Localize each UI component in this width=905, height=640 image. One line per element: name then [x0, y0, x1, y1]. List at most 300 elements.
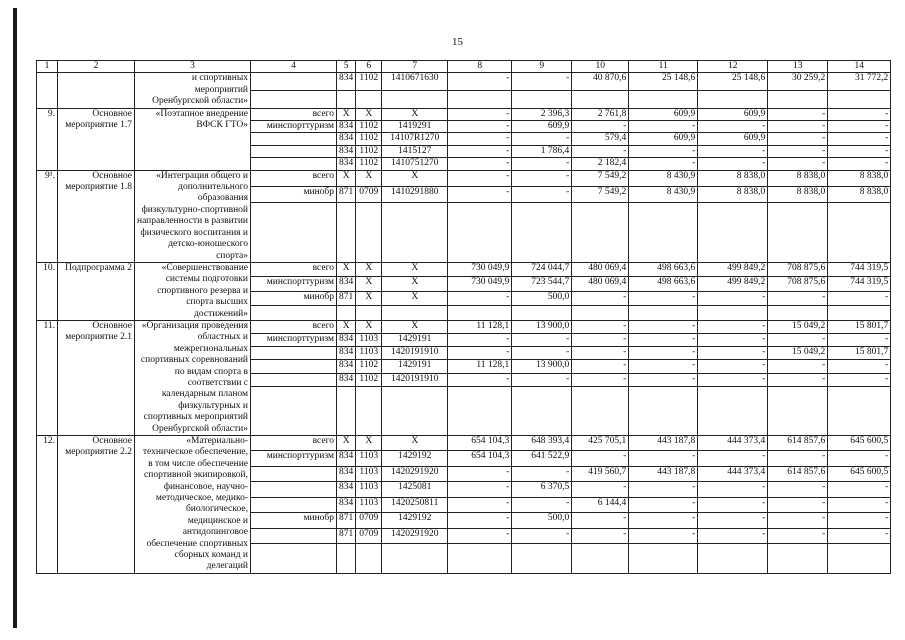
empty-cell — [251, 232, 337, 247]
value-cell: 609,9 — [629, 133, 698, 145]
code-cell: X — [356, 108, 382, 120]
executor-cell — [251, 73, 337, 91]
activity-name — [58, 73, 135, 108]
value-cell: - — [768, 513, 828, 528]
code-cell: 834 — [337, 133, 356, 145]
code-cell: 871 — [337, 513, 356, 528]
value-cell: - — [768, 334, 828, 347]
value-cell: - — [828, 133, 891, 145]
empty-cell — [768, 232, 828, 247]
value-cell: - — [448, 528, 512, 543]
value-cell: - — [629, 320, 698, 333]
code-cell: 0709 — [356, 513, 382, 528]
value-cell: 444 373,4 — [698, 466, 768, 481]
empty-cell — [251, 399, 337, 411]
empty-cell — [382, 386, 448, 399]
code-cell: X — [337, 436, 356, 451]
empty-cell — [572, 91, 629, 109]
empty-cell — [512, 558, 572, 573]
value-cell: - — [698, 291, 768, 306]
value-cell: - — [448, 108, 512, 120]
empty-cell — [629, 91, 698, 109]
value-cell: - — [572, 347, 629, 360]
value-cell: - — [629, 121, 698, 133]
value-cell: - — [828, 108, 891, 120]
empty-cell — [572, 399, 629, 411]
code-cell: X — [382, 320, 448, 333]
value-cell: - — [629, 334, 698, 347]
empty-cell — [828, 411, 891, 423]
empty-cell — [629, 218, 698, 233]
empty-cell — [828, 544, 891, 559]
empty-cell — [251, 558, 337, 573]
activity-name: Основное мероприятие 1.7 — [58, 108, 135, 170]
row-number: 10. — [37, 262, 58, 320]
code-cell: 834 — [337, 466, 356, 481]
code-cell: X — [382, 262, 448, 277]
code-cell: 1102 — [356, 121, 382, 133]
value-cell: - — [698, 528, 768, 543]
value-cell: - — [698, 347, 768, 360]
value-cell: 8 430,9 — [629, 170, 698, 186]
value-cell: 579,4 — [572, 133, 629, 145]
value-cell: 609,9 — [512, 121, 572, 133]
value-cell: - — [828, 482, 891, 497]
column-header: 11 — [629, 61, 698, 73]
empty-cell — [251, 306, 337, 321]
code-cell: 1410291880 — [382, 186, 448, 202]
value-cell: 15 049,2 — [768, 320, 828, 333]
code-cell: 1420291920 — [382, 466, 448, 481]
code-cell: 1420191910 — [382, 347, 448, 360]
code-cell: X — [356, 436, 382, 451]
code-cell: 14107R1270 — [382, 133, 448, 145]
empty-cell — [382, 247, 448, 262]
value-cell: - — [448, 145, 512, 157]
value-cell: - — [629, 451, 698, 466]
table-row — [37, 436, 891, 451]
empty-cell — [512, 91, 572, 109]
value-cell: - — [512, 170, 572, 186]
value-cell: - — [629, 158, 698, 170]
empty-cell — [828, 218, 891, 233]
empty-cell — [356, 218, 382, 233]
value-cell: 498 663,6 — [629, 262, 698, 277]
code-cell: X — [356, 262, 382, 277]
activity-description: «Совершенствование системы подготовки спортивного резерва и спорта высших достижений» — [135, 262, 251, 320]
table-row — [37, 320, 891, 333]
value-cell: - — [572, 121, 629, 133]
code-cell: 1410751270 — [382, 158, 448, 170]
code-cell: 1419291 — [382, 121, 448, 133]
column-header: 1 — [37, 61, 58, 73]
code-cell: 834 — [337, 145, 356, 157]
activity-description: и спортивных мероприятий Оренбургской области» — [135, 73, 251, 108]
empty-cell — [629, 306, 698, 321]
empty-cell — [448, 399, 512, 411]
value-cell: - — [512, 158, 572, 170]
empty-cell — [356, 411, 382, 423]
row-number — [37, 73, 58, 108]
empty-cell — [629, 544, 698, 559]
empty-cell — [629, 423, 698, 436]
empty-cell — [828, 202, 891, 217]
empty-cell — [356, 544, 382, 559]
column-header: 3 — [135, 61, 251, 73]
empty-cell — [337, 218, 356, 233]
code-cell: 1420250811 — [382, 497, 448, 512]
value-cell: - — [572, 360, 629, 373]
code-cell: X — [356, 291, 382, 306]
code-cell: 0709 — [356, 186, 382, 202]
value-cell: - — [768, 497, 828, 512]
value-cell: 723 544,7 — [512, 277, 572, 292]
empty-cell — [356, 202, 382, 217]
code-cell: 1102 — [356, 73, 382, 91]
empty-cell — [828, 558, 891, 573]
empty-cell — [382, 558, 448, 573]
empty-cell — [337, 558, 356, 573]
empty-cell — [382, 306, 448, 321]
table-row — [37, 170, 891, 186]
empty-cell — [828, 91, 891, 109]
value-cell: 1 786,4 — [512, 145, 572, 157]
value-cell: 13 900,0 — [512, 360, 572, 373]
code-cell: 1103 — [356, 334, 382, 347]
activity-name: Подпрограмма 2 — [58, 262, 135, 320]
empty-cell — [382, 423, 448, 436]
value-cell: 708 875,6 — [768, 262, 828, 277]
value-cell: - — [768, 133, 828, 145]
empty-cell — [698, 386, 768, 399]
empty-cell — [356, 386, 382, 399]
empty-cell — [768, 399, 828, 411]
code-cell: 1102 — [356, 158, 382, 170]
value-cell: - — [448, 73, 512, 91]
value-cell: 425 705,1 — [572, 436, 629, 451]
value-cell: - — [629, 145, 698, 157]
empty-cell — [337, 306, 356, 321]
value-cell: - — [629, 360, 698, 373]
value-cell: 498 663,6 — [629, 277, 698, 292]
empty-cell — [337, 91, 356, 109]
empty-cell — [382, 544, 448, 559]
value-cell: - — [448, 347, 512, 360]
empty-cell — [768, 386, 828, 399]
column-header: 10 — [572, 61, 629, 73]
value-cell: 15 049,2 — [768, 347, 828, 360]
empty-cell — [629, 247, 698, 262]
value-cell: 25 148,6 — [629, 73, 698, 91]
value-cell: - — [572, 373, 629, 386]
code-cell: X — [356, 170, 382, 186]
value-cell: - — [768, 451, 828, 466]
empty-cell — [251, 91, 337, 109]
code-cell: X — [337, 108, 356, 120]
code-cell: 1102 — [356, 133, 382, 145]
empty-cell — [698, 218, 768, 233]
value-cell: - — [448, 291, 512, 306]
value-cell: 500,0 — [512, 291, 572, 306]
value-cell: - — [768, 482, 828, 497]
empty-cell — [448, 218, 512, 233]
executor-cell: всего — [251, 320, 337, 333]
value-cell: - — [768, 145, 828, 157]
executor-cell: всего — [251, 108, 337, 120]
code-cell: 1102 — [356, 360, 382, 373]
empty-cell — [382, 232, 448, 247]
value-cell: 7 549,2 — [572, 170, 629, 186]
value-cell: - — [512, 334, 572, 347]
scan-edge-bar — [13, 8, 17, 628]
code-cell: X — [337, 170, 356, 186]
empty-cell — [629, 386, 698, 399]
value-cell: 8 838,0 — [828, 170, 891, 186]
empty-cell — [698, 399, 768, 411]
empty-cell — [698, 91, 768, 109]
value-cell: - — [572, 334, 629, 347]
value-cell: - — [828, 528, 891, 543]
column-header: 14 — [828, 61, 891, 73]
value-cell: - — [629, 482, 698, 497]
empty-cell — [448, 411, 512, 423]
empty-cell — [251, 386, 337, 399]
code-cell: 1102 — [356, 145, 382, 157]
value-cell: 645 600,5 — [828, 466, 891, 481]
value-cell: 609,9 — [698, 108, 768, 120]
code-cell: 0709 — [356, 528, 382, 543]
column-header: 13 — [768, 61, 828, 73]
value-cell: - — [698, 513, 768, 528]
value-cell: 654 104,3 — [448, 451, 512, 466]
value-cell: 614 857,6 — [768, 436, 828, 451]
empty-cell — [629, 232, 698, 247]
executor-cell: всего — [251, 436, 337, 451]
empty-cell — [251, 411, 337, 423]
code-cell: 1410671630 — [382, 73, 448, 91]
executor-cell — [251, 482, 337, 497]
empty-cell — [572, 411, 629, 423]
table-row — [37, 108, 891, 120]
empty-cell — [251, 544, 337, 559]
value-cell: 2 182,4 — [572, 158, 629, 170]
empty-cell — [572, 558, 629, 573]
value-cell: - — [448, 334, 512, 347]
executor-cell: минспорттуризм — [251, 451, 337, 466]
empty-cell — [768, 218, 828, 233]
value-cell: - — [698, 482, 768, 497]
empty-cell — [251, 218, 337, 233]
code-cell: 1103 — [356, 451, 382, 466]
empty-cell — [512, 411, 572, 423]
value-cell: 31 772,2 — [828, 73, 891, 91]
value-cell: 40 870,6 — [572, 73, 629, 91]
empty-cell — [698, 232, 768, 247]
value-cell: 6 144,4 — [572, 497, 629, 512]
empty-cell — [768, 558, 828, 573]
value-cell: - — [828, 360, 891, 373]
empty-cell — [828, 247, 891, 262]
executor-cell — [251, 497, 337, 512]
empty-cell — [698, 423, 768, 436]
value-cell: 730 049,9 — [448, 262, 512, 277]
code-cell: 1103 — [356, 347, 382, 360]
value-cell: - — [572, 145, 629, 157]
executor-cell: минспорттуризм — [251, 334, 337, 347]
executor-cell — [251, 528, 337, 543]
executor-cell: минобр — [251, 186, 337, 202]
value-cell: 614 857,6 — [768, 466, 828, 481]
value-cell: - — [512, 373, 572, 386]
code-cell: 834 — [337, 121, 356, 133]
empty-cell — [698, 558, 768, 573]
empty-cell — [572, 544, 629, 559]
empty-cell — [337, 399, 356, 411]
row-number: 12. — [37, 436, 58, 574]
value-cell: - — [828, 291, 891, 306]
value-cell: - — [512, 466, 572, 481]
empty-cell — [698, 544, 768, 559]
value-cell: - — [448, 186, 512, 202]
empty-cell — [828, 232, 891, 247]
empty-cell — [572, 386, 629, 399]
value-cell: - — [572, 291, 629, 306]
code-cell: 1429192 — [382, 513, 448, 528]
code-cell: 834 — [337, 451, 356, 466]
value-cell: - — [698, 158, 768, 170]
empty-cell — [337, 544, 356, 559]
value-cell: - — [512, 73, 572, 91]
value-cell: - — [828, 373, 891, 386]
code-cell: 1102 — [356, 373, 382, 386]
value-cell: 13 900,0 — [512, 320, 572, 333]
empty-cell — [512, 423, 572, 436]
value-cell: - — [572, 482, 629, 497]
empty-cell — [448, 306, 512, 321]
empty-cell — [337, 202, 356, 217]
code-cell: 834 — [337, 277, 356, 292]
empty-cell — [337, 411, 356, 423]
column-header: 12 — [698, 61, 768, 73]
empty-cell — [251, 202, 337, 217]
code-cell: X — [337, 262, 356, 277]
empty-cell — [448, 423, 512, 436]
empty-cell — [356, 91, 382, 109]
value-cell: - — [512, 133, 572, 145]
empty-cell — [828, 386, 891, 399]
executor-cell — [251, 466, 337, 481]
code-cell: 871 — [337, 528, 356, 543]
value-cell: - — [828, 497, 891, 512]
code-cell: 1420291920 — [382, 528, 448, 543]
executor-cell — [251, 347, 337, 360]
activity-name: Основное мероприятие 1.8 — [58, 170, 135, 262]
empty-cell — [572, 247, 629, 262]
value-cell: - — [512, 347, 572, 360]
empty-cell — [448, 544, 512, 559]
value-cell: - — [698, 451, 768, 466]
empty-cell — [629, 202, 698, 217]
code-cell: X — [356, 320, 382, 333]
value-cell: - — [698, 373, 768, 386]
value-cell: 11 128,1 — [448, 320, 512, 333]
code-cell: X — [382, 436, 448, 451]
value-cell: - — [768, 121, 828, 133]
value-cell: 15 801,7 — [828, 320, 891, 333]
value-cell: 499 849,2 — [698, 262, 768, 277]
executor-cell: всего — [251, 170, 337, 186]
value-cell: 499 849,2 — [698, 277, 768, 292]
empty-cell — [382, 218, 448, 233]
value-cell: - — [629, 373, 698, 386]
value-cell: - — [768, 360, 828, 373]
executor-cell — [251, 373, 337, 386]
empty-cell — [629, 399, 698, 411]
value-cell: - — [768, 108, 828, 120]
empty-cell — [382, 91, 448, 109]
value-cell: - — [698, 497, 768, 512]
empty-cell — [768, 306, 828, 321]
value-cell: 744 319,5 — [828, 262, 891, 277]
empty-cell — [572, 218, 629, 233]
value-cell: - — [828, 513, 891, 528]
code-cell: 1103 — [356, 482, 382, 497]
value-cell: 8 838,0 — [698, 170, 768, 186]
empty-cell — [337, 247, 356, 262]
value-cell: 724 044,7 — [512, 262, 572, 277]
code-cell: 834 — [337, 373, 356, 386]
value-cell: 2 396,3 — [512, 108, 572, 120]
value-cell: - — [572, 320, 629, 333]
code-cell: X — [382, 108, 448, 120]
executor-cell: минспорттуризм — [251, 277, 337, 292]
value-cell: 443 187,8 — [629, 436, 698, 451]
empty-cell — [768, 423, 828, 436]
value-cell: 708 875,6 — [768, 277, 828, 292]
code-cell: 1429191 — [382, 360, 448, 373]
value-cell: - — [448, 158, 512, 170]
value-cell: - — [572, 528, 629, 543]
activity-description: «Поэтапное внедрение ВФСК ГТО» — [135, 108, 251, 170]
value-cell: - — [629, 347, 698, 360]
empty-cell — [448, 558, 512, 573]
code-cell: 1420191910 — [382, 373, 448, 386]
code-cell: 1103 — [356, 466, 382, 481]
empty-cell — [768, 544, 828, 559]
empty-cell — [251, 423, 337, 436]
value-cell: - — [448, 170, 512, 186]
value-cell: - — [698, 360, 768, 373]
empty-cell — [448, 247, 512, 262]
empty-cell — [512, 399, 572, 411]
code-cell: 834 — [337, 360, 356, 373]
code-cell: X — [382, 277, 448, 292]
empty-cell — [382, 202, 448, 217]
budget-table — [36, 60, 891, 574]
value-cell: - — [629, 528, 698, 543]
value-cell: 609,9 — [698, 133, 768, 145]
empty-cell — [512, 232, 572, 247]
activity-name: Основное мероприятие 2.2 — [58, 436, 135, 574]
value-cell: - — [448, 513, 512, 528]
empty-cell — [698, 202, 768, 217]
empty-cell — [768, 202, 828, 217]
code-cell: X — [382, 170, 448, 186]
value-cell: - — [448, 373, 512, 386]
code-cell: 871 — [337, 291, 356, 306]
value-cell: - — [629, 291, 698, 306]
row-number: 11. — [37, 320, 58, 435]
